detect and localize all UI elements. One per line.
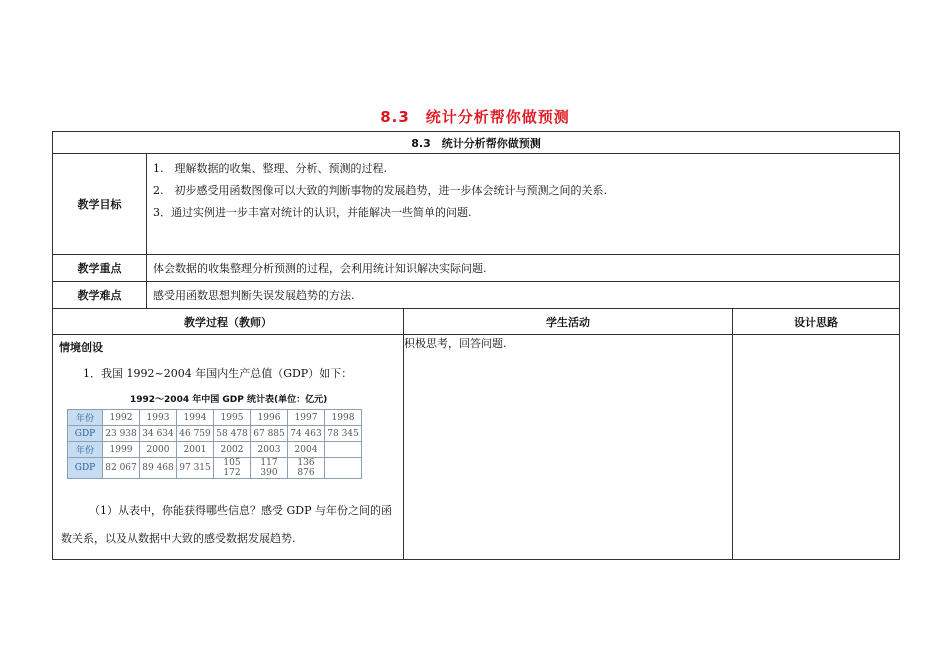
- gdp-cell: 74 463: [288, 426, 325, 442]
- lesson-plan-table: [52, 131, 900, 560]
- key-points-label: 教学重点: [53, 255, 147, 282]
- gdp-cell: 1994: [177, 410, 214, 426]
- key-points-text: 体会数据的收集整理分析预测的过程，会利用统计知识解决实际问题.: [147, 255, 900, 282]
- student-activity-cell: 积极思考，回答问题.: [404, 335, 733, 560]
- gdp-cell: 2001: [177, 442, 214, 458]
- gdp-cell: 117 390: [251, 458, 288, 479]
- gdp-cell: 2002: [214, 442, 251, 458]
- gdp-cell: 89 468: [140, 458, 177, 479]
- gdp-row-label: GDP: [68, 426, 103, 442]
- objective-1: 1. 理解数据的收集、整理、分析、预测的过程.: [153, 162, 387, 175]
- question-1-part-1-line-2: 数关系，以及从数据中大致的感受数据发展趋势.: [61, 532, 296, 545]
- objective-3: 3．通过实例进一步丰富对统计的认识，并能解决一些简单的问题.: [153, 206, 472, 219]
- gdp-cell: 1998: [325, 410, 362, 426]
- gdp-cell: [325, 458, 362, 479]
- gdp-cell: 34 634: [140, 426, 177, 442]
- design-cell: [733, 335, 900, 560]
- table-row: [68, 442, 362, 458]
- difficult-points-text: 感受用函数思想判断失误发展趋势的方法.: [147, 282, 900, 309]
- gdp-cell: 1997: [288, 410, 325, 426]
- table-row: [68, 410, 362, 426]
- gdp-cell: 2000: [140, 442, 177, 458]
- gdp-row-label: 年份: [68, 410, 103, 426]
- table-row: [68, 426, 362, 442]
- gdp-cell: 67 885: [251, 426, 288, 442]
- scenario-title: 情境创设: [59, 341, 103, 354]
- design-column-header: 设计思路: [733, 309, 900, 335]
- document-title: 8.3 统计分析帮你做预测: [380, 108, 570, 126]
- table-header: 8.3 统计分析帮你做预测: [53, 132, 900, 154]
- objective-2: 2. 初步感受用函数图像可以大致的判断事物的发展趋势，进一步体会统计与预测之间的关系.: [153, 184, 607, 197]
- table-row: [68, 458, 362, 479]
- gdp-table-caption: 1992～2004 年中国 GDP 统计表(单位：亿元): [130, 395, 328, 405]
- gdp-cell: 46 759: [177, 426, 214, 442]
- gdp-table: [67, 409, 362, 479]
- gdp-cell: 58 478: [214, 426, 251, 442]
- gdp-row-label: 年份: [68, 442, 103, 458]
- gdp-row-label: GDP: [68, 458, 103, 479]
- gdp-cell: 1993: [140, 410, 177, 426]
- gdp-cell: 1999: [103, 442, 140, 458]
- process-cell: [53, 335, 404, 560]
- student-column-header: 学生活动: [404, 309, 733, 335]
- gdp-cell: 2004: [288, 442, 325, 458]
- objectives-cell: [147, 154, 900, 255]
- gdp-cell: 97 315: [177, 458, 214, 479]
- gdp-cell: [325, 442, 362, 458]
- gdp-cell: 78 345: [325, 426, 362, 442]
- gdp-cell: 2003: [251, 442, 288, 458]
- process-column-header: 教学过程（教师）: [53, 309, 404, 335]
- objectives-label: 教学目标: [53, 154, 147, 255]
- gdp-cell: 23 938: [103, 426, 140, 442]
- question-1-part-1-line-1: （1）从表中，你能获得哪些信息？感受 GDP 与年份之间的函: [89, 504, 392, 517]
- difficult-points-label: 教学难点: [53, 282, 147, 309]
- question-1-part-1: [61, 497, 394, 553]
- gdp-cell: 1995: [214, 410, 251, 426]
- gdp-cell: 82 067: [103, 458, 140, 479]
- gdp-cell: 1992: [103, 410, 140, 426]
- gdp-cell: 136 876: [288, 458, 325, 479]
- gdp-cell: 105 172: [214, 458, 251, 479]
- question-1: 1．我国 1992~2004 年国内生产总值（GDP）如下：: [83, 367, 353, 380]
- gdp-cell: 1996: [251, 410, 288, 426]
